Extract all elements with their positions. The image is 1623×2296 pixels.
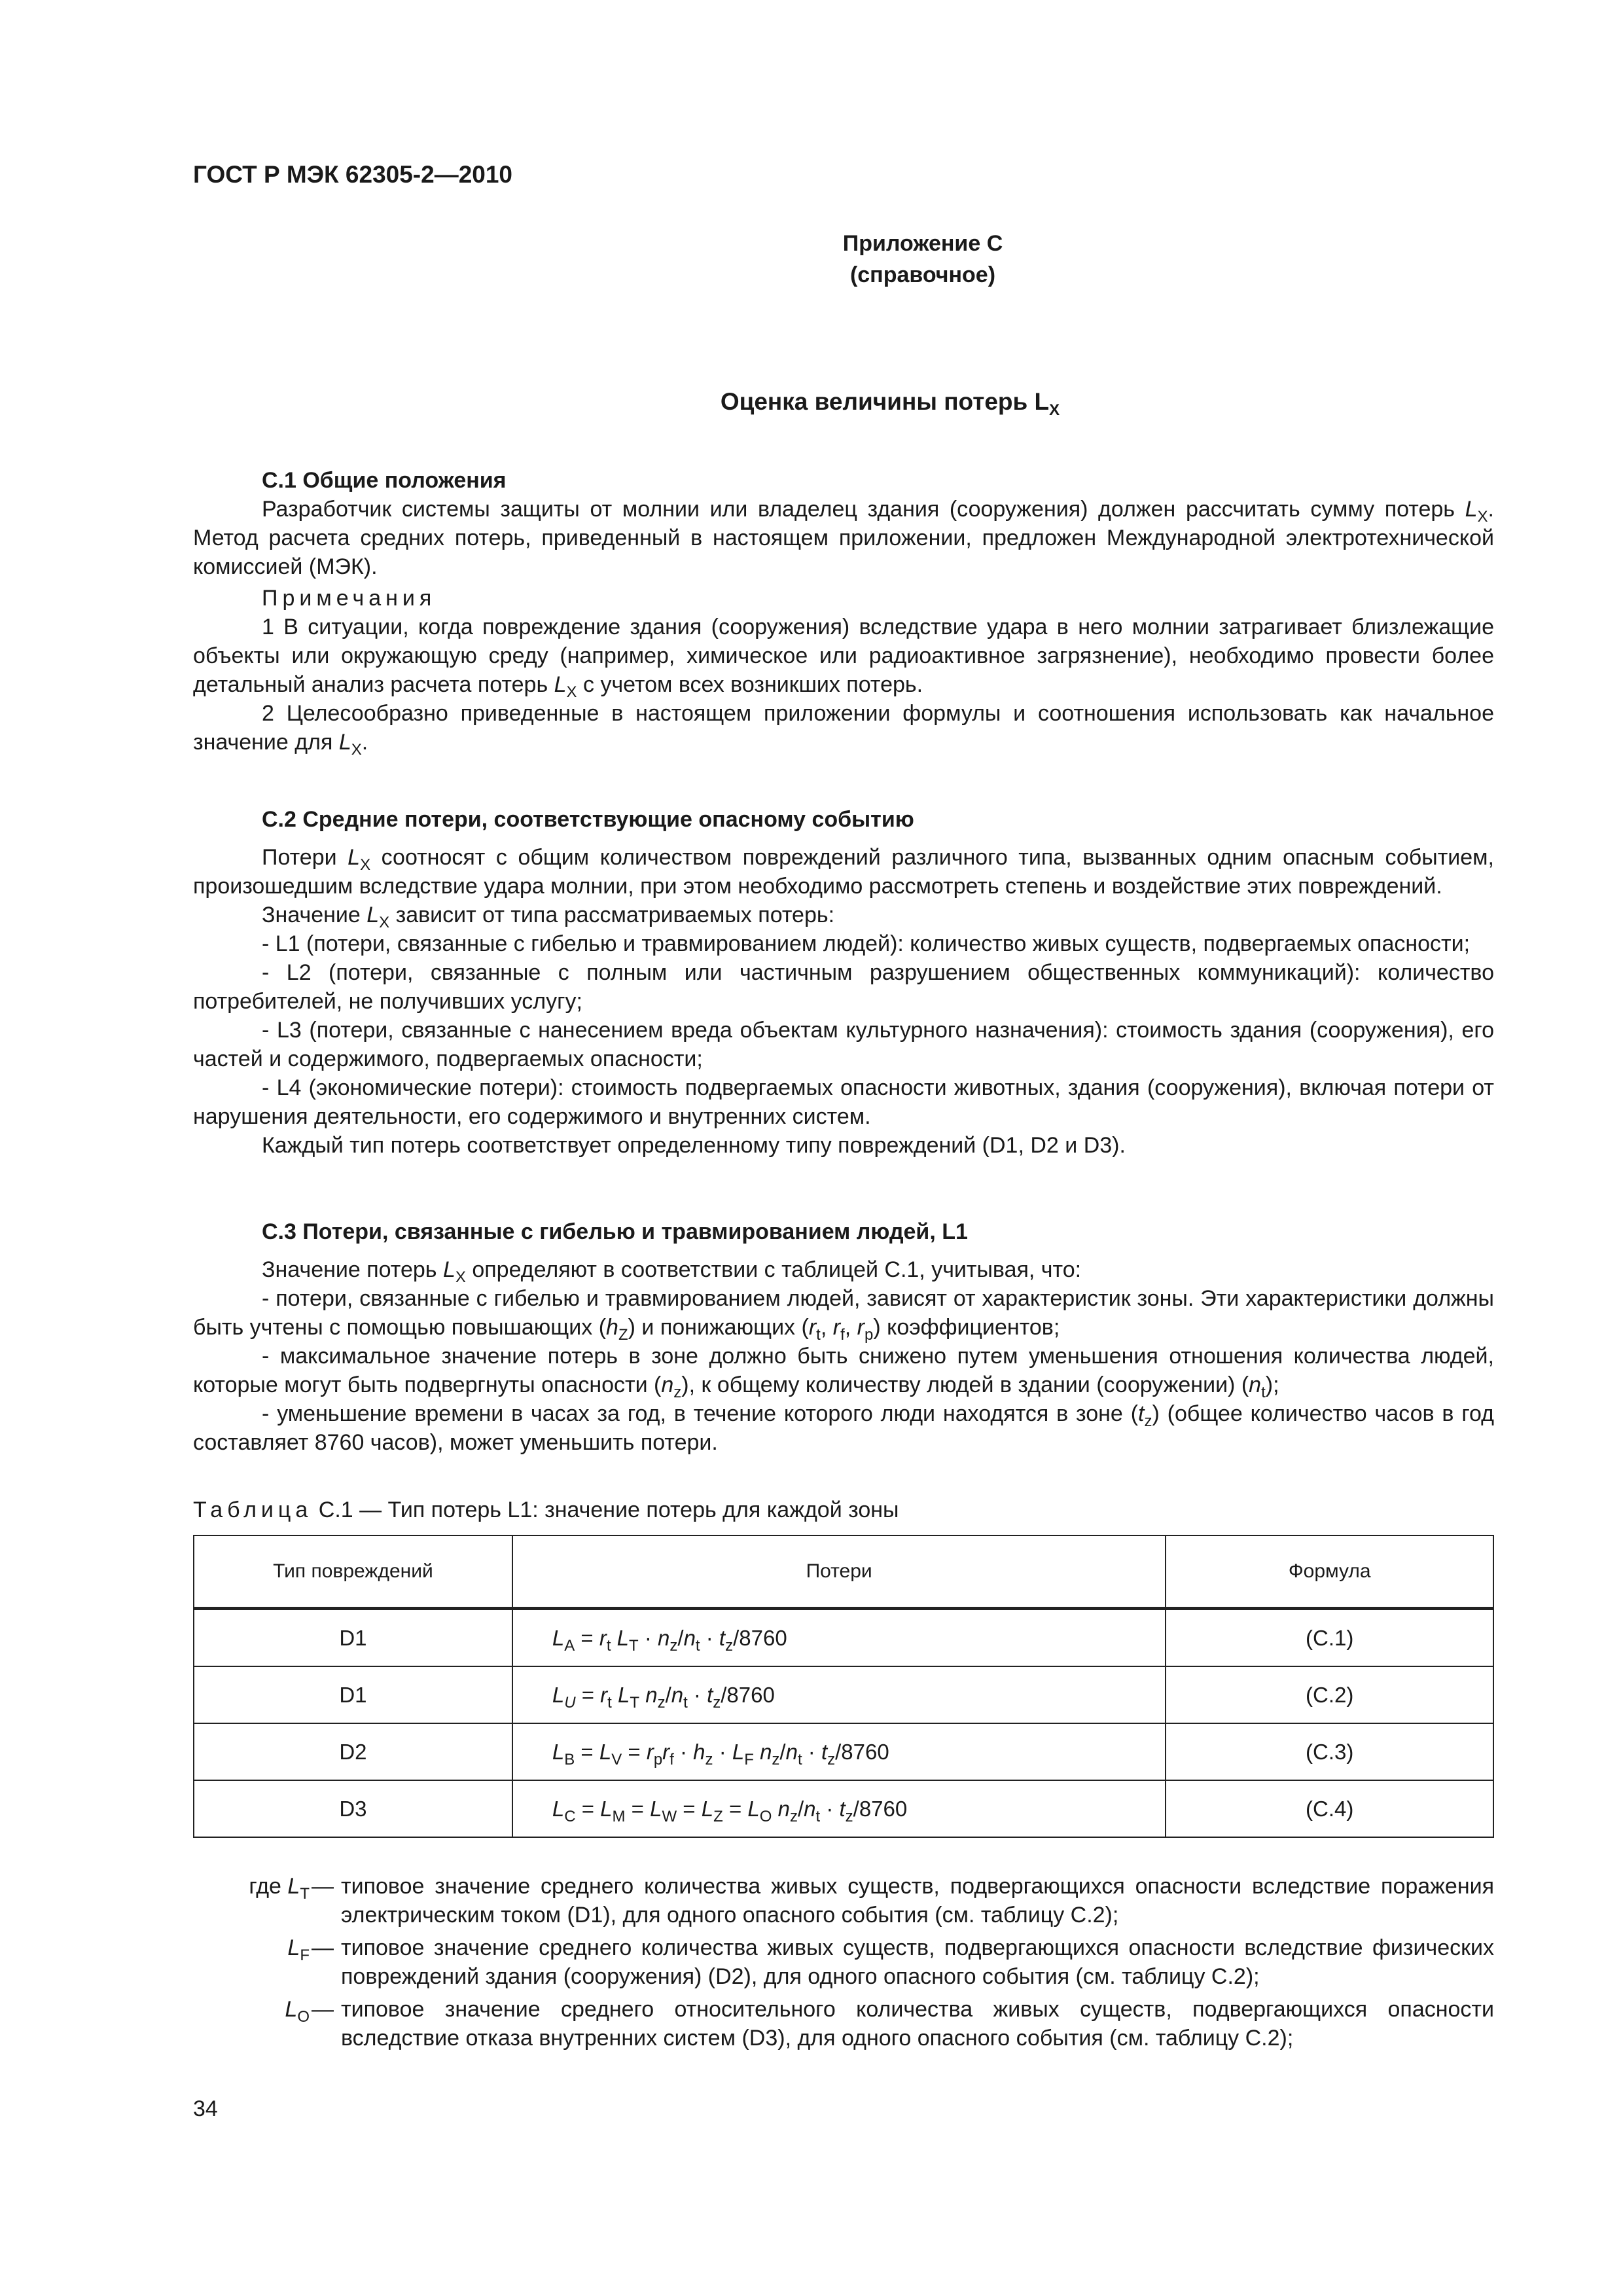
section-title: Оценка величины потерь $L_X$ [720, 388, 1060, 419]
legend-item [193, 1933, 1494, 1991]
appendix-title: Приложение С [842, 231, 1003, 256]
page-number: 34 [193, 2096, 218, 2121]
losses-table [193, 1535, 1494, 1838]
paragraph: Потери $L_X$ соотносят с общим количеством повреждений различного типа, вызванных одним опасным событием, произошедшим вследствие удара молнии, при этом необходимо рассмотреть степень и воздействие этих повреждений. [193, 845, 1494, 899]
cell-damage: D1 [194, 1666, 512, 1723]
list-item: - максимальное значение потерь в зоне должно быть снижено путем уменьшения отношения количества людей, которые могут быть подвергнуты опасности $(n_z)$, к общему количеству людей в здании (сооружении) $(n_t)$; [193, 1344, 1494, 1401]
cell-formula-expression: $L_B = L_V = r_pr_f \cdot h_z \cdot L_F$ $n_z/n_t \cdot t_z/8760$ [512, 1723, 1166, 1780]
legend-item [193, 1872, 1494, 1929]
legend-dash: — [312, 1997, 334, 2022]
header-losses: Потери [512, 1535, 1166, 1609]
note-1: 1 В ситуации, когда повреждение здания (сооружения) вследствие удара в него молнии затрагивает близлежащие объекты или окружающую среду (например, химическое или радиоактивное загрязнение), необходимо провести более детальный анализ расчета потерь $L_X$ с учетом всех возникших потерь. [193, 615, 1494, 701]
table-row [194, 1666, 1493, 1723]
paragraph: Значение $L_X$ зависит от типа рассматриваемых потерь: [262, 903, 835, 931]
list-item: - уменьшение времени в часах за год, в течение которого люди находятся в зоне $(t_z)$ (общее количество часов в год составляет 8760 часов), может уменьшить потери. [193, 1401, 1494, 1455]
header-formula: Формула [1166, 1535, 1493, 1609]
heading-c1: С.1 Общие положения [262, 468, 507, 493]
table-row [194, 1780, 1493, 1837]
legend-definition: типовое значение среднего относительного количества живых существ, подвергающихся опасности вследствие отказа внутренних систем (D3), для одного опасного события (см. таблицу С.2); [341, 1997, 1494, 2051]
appendix-status: (справочное) [849, 262, 996, 287]
heading-c3: С.3 Потери, связанные с гибелью и травмированием людей, L1 [262, 1219, 968, 1244]
heading-c2: С.2 Средние потери, соответствующие опасному событию [262, 807, 914, 832]
cell-damage: D3 [194, 1780, 512, 1837]
paragraph: Значение потерь $L_X$ определяют в соответствии с таблицей С.1, учитывая, что: [262, 1257, 1082, 1286]
cell-damage: D1 [194, 1609, 512, 1667]
section-c1 [193, 466, 1494, 757]
list-item: - L3 (потери, связанные с нанесением вреда объектам культурного назначения): стоимость здания (сооружения), его частей и содержимого, подвергаемых опасности; [193, 1018, 1494, 1071]
paragraph: Каждый тип потерь соответствует определенному типу повреждений (D1, D2 и D3). [262, 1133, 1126, 1158]
legend-term: $L_F$ [287, 1935, 310, 1964]
legend-definition: типовое значение среднего количества живых существ, подвергающихся опасности вследствие физических повреждений здания (сооружения) (D2), для одного опасного события (см. таблицу С.2); [341, 1935, 1494, 1989]
list-item: - потери, связанные с гибелью и травмированием людей, зависят от характеристик зоны. Эти характеристики должны быть учтены с помощью повышающих $(h_Z)$ и понижающих ($r_t$, $r_f$, $r_p$) коэффициентов; [193, 1286, 1494, 1344]
paragraph: Разработчик системы защиты от молнии или владелец здания (сооружения) должен рассчитать сумму потерь $L_X$. Метод расчета средних потерь, приведенный в настоящем приложении, предложен Международной электротехнической комиссией (МЭК). [193, 497, 1494, 579]
list-item: - L2 (потери, связанные с полным или частичным разрушением общественных коммуникаций): количество потребителей, не получивших услугу; [193, 960, 1494, 1014]
cell-formula-number: (С.4) [1166, 1780, 1493, 1837]
cell-damage: D2 [194, 1723, 512, 1780]
table-header-row [194, 1535, 1493, 1609]
header-damage-type: Тип повреждений [194, 1535, 512, 1609]
table-caption: Таблица С.1 — Тип потерь L1: значение потерь для каждой зоны [193, 1498, 899, 1522]
legend-item [193, 1995, 1494, 2053]
cell-formula-expression: $L_C = L_M = L_W = L_Z = L_O$ $n_z/n_t \cdot t_z/8760$ [512, 1780, 1166, 1837]
section-c3 [193, 1217, 1494, 1457]
cell-formula-expression: $L_A = r_t$ $L_T \cdot n_z/n_t \cdot t_z/8760$ [512, 1609, 1166, 1667]
list-item: - L1 (потери, связанные с гибелью и травмированием людей): количество живых существ, подвергаемых опасности; [262, 931, 1471, 956]
legend-term: где $L_T$ [249, 1874, 310, 1903]
cell-formula-number: (С.3) [1166, 1723, 1493, 1780]
section-c2 [193, 805, 1494, 1160]
list-item: - L4 (экономические потери): стоимость подвергаемых опасности животных, здания (сооружения), включая потери от нарушения деятельности, его содержимого и внутренних систем. [193, 1075, 1494, 1129]
table-row [194, 1723, 1493, 1780]
notes-label: Примечания [262, 586, 437, 611]
legend-dash: — [312, 1935, 334, 1960]
cell-formula-expression: $L_U = r_t$ $L_T$ $n_z/n_t \cdot t_z/8760$ [512, 1666, 1166, 1723]
cell-formula-number: (С.2) [1166, 1666, 1493, 1723]
cell-formula-number: (С.1) [1166, 1609, 1493, 1667]
legend-definition: типовое значение среднего количества живых существ, подвергающихся опасности вследствие поражения электрическим током (D1), для одного опасного события (см. таблицу С.2); [341, 1874, 1494, 1928]
document-id: ГОСТ Р МЭК 62305-2—2010 [193, 161, 513, 188]
legend [193, 1872, 1494, 2056]
note-2: 2 Целесообразно приведенные в настоящем приложении формулы и соотношения использовать как начальное значение для $L_X$. [193, 701, 1494, 759]
legend-term: $L_O$ [285, 1997, 310, 2026]
legend-dash: — [312, 1874, 334, 1899]
table-row [194, 1609, 1493, 1667]
